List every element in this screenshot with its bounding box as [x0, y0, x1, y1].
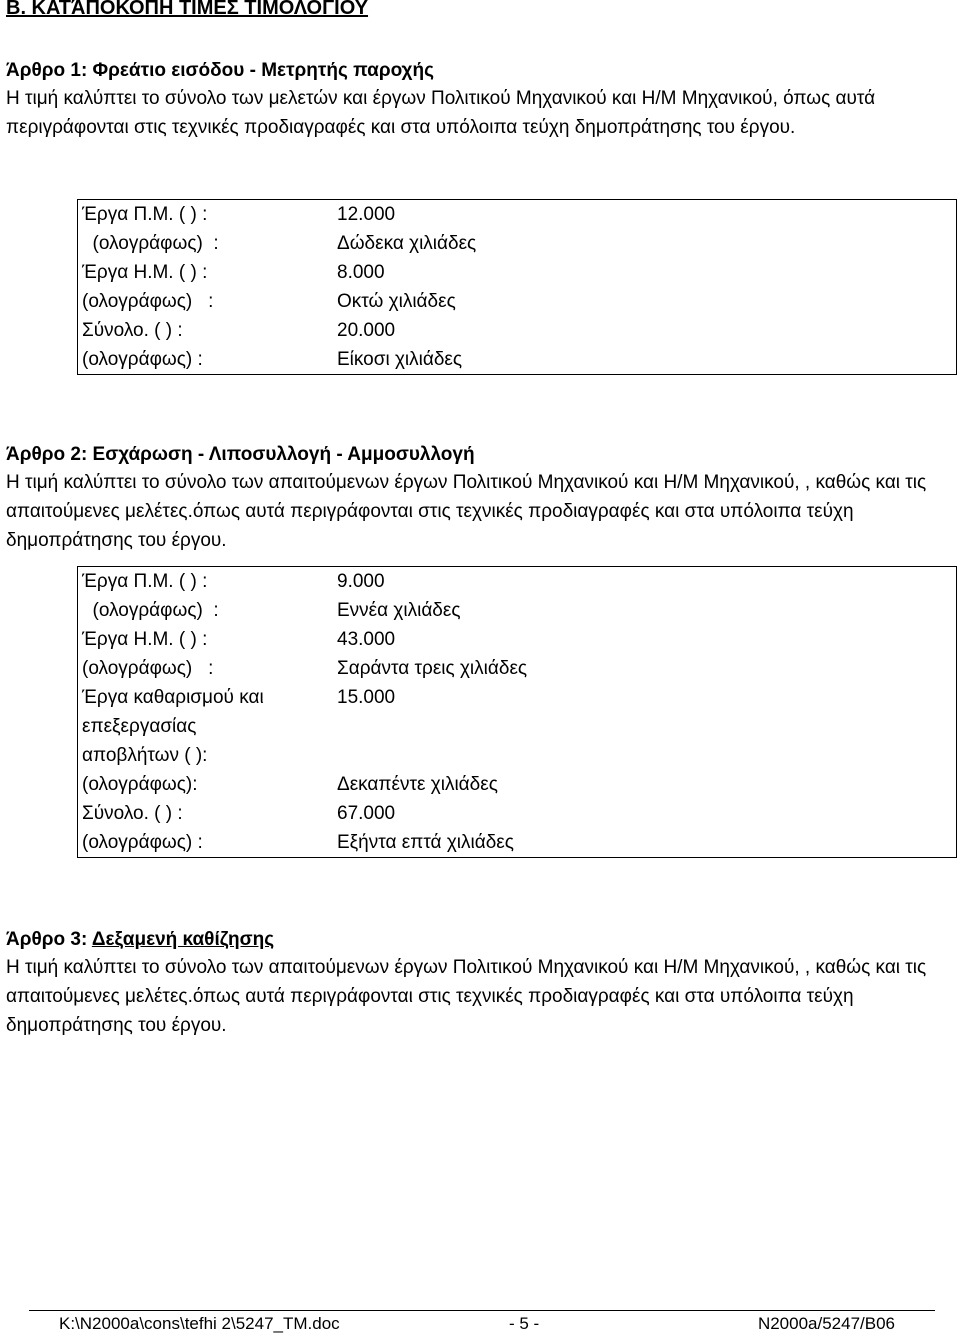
- row-value: Δεκαπέντε χιλιάδες: [337, 774, 498, 795]
- article-3-body: Η τιμή καλύπτει το σύνολο των απαιτούμενων έργων Πολιτικού Μηχανικού και Η/Μ Μηχανικού, , καθώς και τις απαιτούμενες μελέτες.όπως αυτά περιγράφονται στις τεχνικές προδιαγραφές και στα υπόλοιπα τεύχη δημοπράτησης του έργου.: [6, 957, 927, 1036]
- row-label: (ολογράφως) :: [82, 658, 214, 679]
- table-row: [78, 770, 956, 799]
- row-value: Δώδεκα χιλιάδες: [337, 233, 477, 254]
- article-3-title-underlined: Δεξαμενή καθίζησης: [91, 929, 275, 950]
- footer-doc-code: N2000a/5247/B06: [757, 1314, 895, 1333]
- table-row: [78, 596, 956, 625]
- article-3-title-prefix: Άρθρο 3:: [6, 929, 92, 950]
- table-row: [78, 567, 956, 596]
- page-footer: [29, 1310, 935, 1336]
- table-row: [78, 683, 956, 712]
- table-row: [78, 799, 956, 828]
- row-label: (ολογράφως) :: [82, 600, 219, 621]
- row-label: (ολογράφως) :: [82, 832, 203, 853]
- row-value: 8.000: [337, 262, 385, 283]
- row-label: (ολογράφως) :: [82, 349, 203, 370]
- row-value: 20.000: [337, 320, 396, 341]
- table-row: [78, 625, 956, 654]
- row-label: Έργα Η.Μ. ( ) :: [82, 262, 208, 283]
- table-row: [78, 345, 956, 374]
- row-label: Έργα Η.Μ. ( ) :: [82, 629, 208, 650]
- article-2-body: Η τιμή καλύπτει το σύνολο των απαιτούμενων έργων Πολιτικού Μηχανικού και Η/Μ Μηχανικού, , καθώς και τις απαιτούμενες μελέτες.όπως αυτά περιγράφονται στις τεχνικές προδιαγραφές και στα υπόλοιπα τεύχη δημοπράτησης του έργου.: [6, 472, 927, 551]
- row-label: (ολογράφως) :: [82, 291, 214, 312]
- table-row: [78, 712, 956, 741]
- table-row: [78, 258, 956, 287]
- row-label: Σύνολο. ( ) :: [82, 803, 183, 824]
- row-label: (ολογράφως):: [82, 774, 198, 795]
- row-label: Έργα Π.Μ. ( ) :: [82, 204, 208, 225]
- article-1-price-table: [77, 199, 957, 375]
- row-label: Σύνολο. ( ) :: [82, 320, 183, 341]
- article-1-body: Η τιμή καλύπτει το σύνολο των μελετών και έργων Πολιτικού Μηχανικού και Η/Μ Μηχανικού, όπως αυτά περιγράφονται στις τεχνικές προδιαγραφές και στα υπόλοιπα τεύχη δημοπράτησης του έργου.: [6, 88, 876, 138]
- table-row: [78, 229, 956, 258]
- row-value: Σαράντα τρεις χιλιάδες: [337, 658, 528, 679]
- row-value: 12.000: [337, 204, 396, 225]
- row-label: (ολογράφως) :: [82, 233, 219, 254]
- row-value: [337, 712, 956, 741]
- article-2-title: Άρθρο 2: Εσχάρωση - Λιποσυλλογή - Αμμοσυλλογή: [6, 444, 475, 465]
- table-row: [78, 828, 956, 857]
- row-value: 43.000: [337, 629, 396, 650]
- row-label: Έργα Π.Μ. ( ) :: [82, 571, 208, 592]
- footer-page-number: - 5 -: [509, 1314, 540, 1333]
- row-value: Εννέα χιλιάδες: [337, 600, 461, 621]
- row-value: [337, 741, 956, 770]
- row-value: 9.000: [337, 571, 385, 592]
- footer-file-path: K:\N2000a\cons\tefhi 2\5247_TM.doc: [59, 1314, 340, 1333]
- table-row: [78, 287, 956, 316]
- row-label: επεξεργασίας: [82, 716, 197, 737]
- row-value: Οκτώ χιλιάδες: [337, 291, 456, 312]
- table-row: [78, 654, 956, 683]
- section-heading: Β. ΚΑΤΆΠΟΚΟΠΗ ΤΙΜΕΣ ΤΙΜΟΛΟΓΙΟΥ: [6, 0, 369, 19]
- row-value: 15.000: [337, 687, 396, 708]
- table-row: [78, 200, 956, 229]
- row-value: Εξήντα επτά χιλιάδες: [337, 832, 514, 853]
- row-label: αποβλήτων ( ):: [82, 745, 208, 766]
- row-value: Είκοσι χιλιάδες: [337, 349, 463, 370]
- table-row: [78, 316, 956, 345]
- row-label: Έργα καθαρισμού και: [82, 687, 264, 708]
- article-2-price-table: [77, 566, 957, 858]
- article-3-title: [6, 925, 274, 954]
- article-1-title: Άρθρο 1: Φρεάτιο εισόδου - Μετρητής παροχής: [6, 60, 434, 81]
- row-value: 67.000: [337, 803, 396, 824]
- table-row: [78, 741, 956, 770]
